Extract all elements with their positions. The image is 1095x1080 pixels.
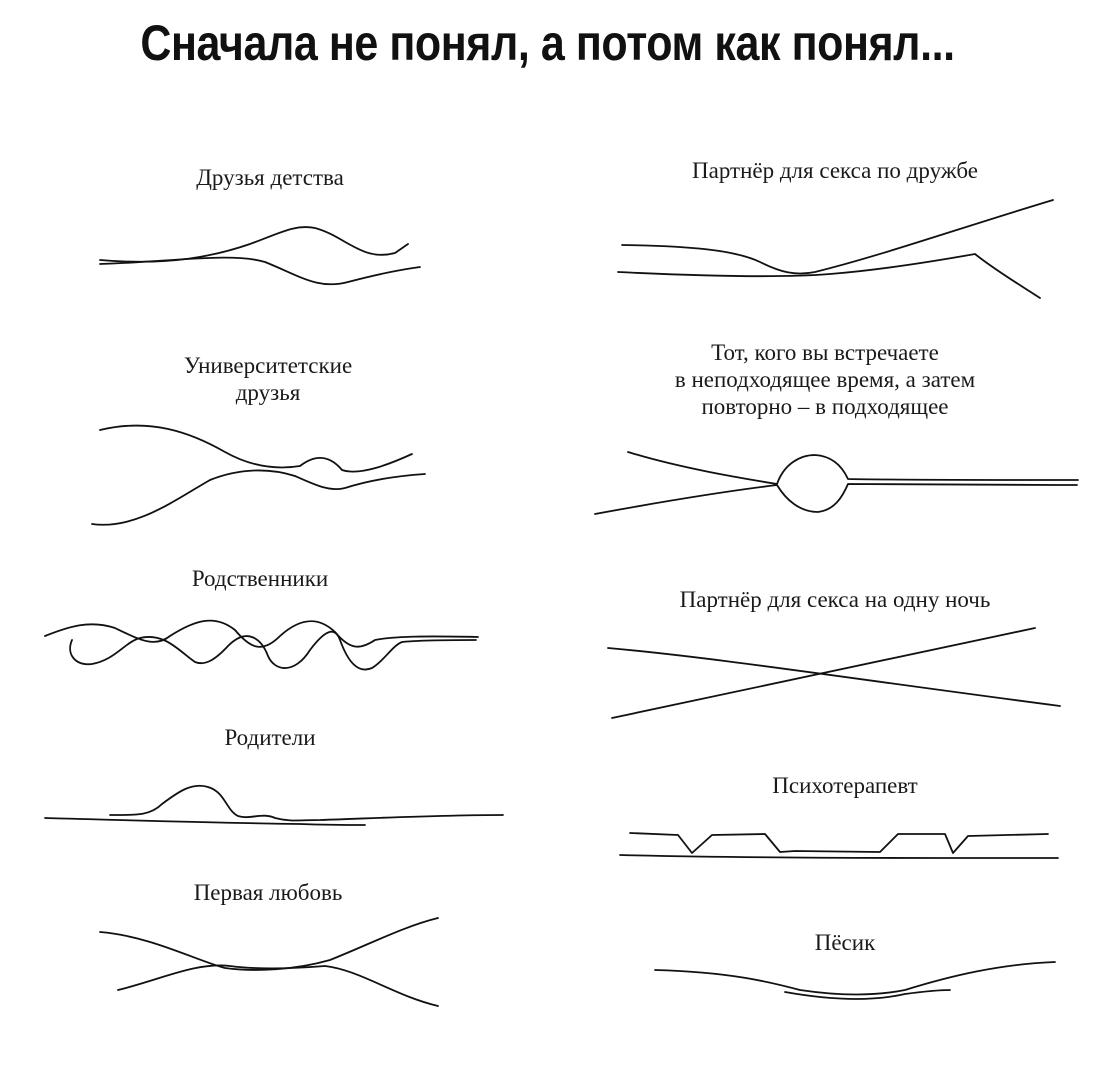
caption-line: Университетские: [183, 353, 353, 378]
caption-line: Родственники: [191, 566, 329, 591]
life-line-a: [655, 962, 1055, 995]
page-title: Сначала не понял, а потом как понял...: [140, 15, 955, 71]
caption-line: Тот, кого вы встречаете: [711, 340, 939, 365]
caption-line: повторно – в подходящее: [701, 394, 949, 419]
caption-line: в неподходящее время, а затем: [674, 367, 976, 392]
caption-line: Партнёр для секса на одну ночь: [679, 587, 991, 612]
caption-line: друзья: [235, 380, 301, 405]
caption-line: Друзья детства: [196, 165, 344, 190]
caption-line: Партнёр для секса по дружбе: [692, 158, 978, 183]
caption-line: Родители: [224, 725, 316, 750]
caption-line: Первая любовь: [193, 880, 343, 905]
caption-line: Психотерапевт: [772, 773, 918, 798]
caption-line: Пёсик: [814, 930, 876, 955]
